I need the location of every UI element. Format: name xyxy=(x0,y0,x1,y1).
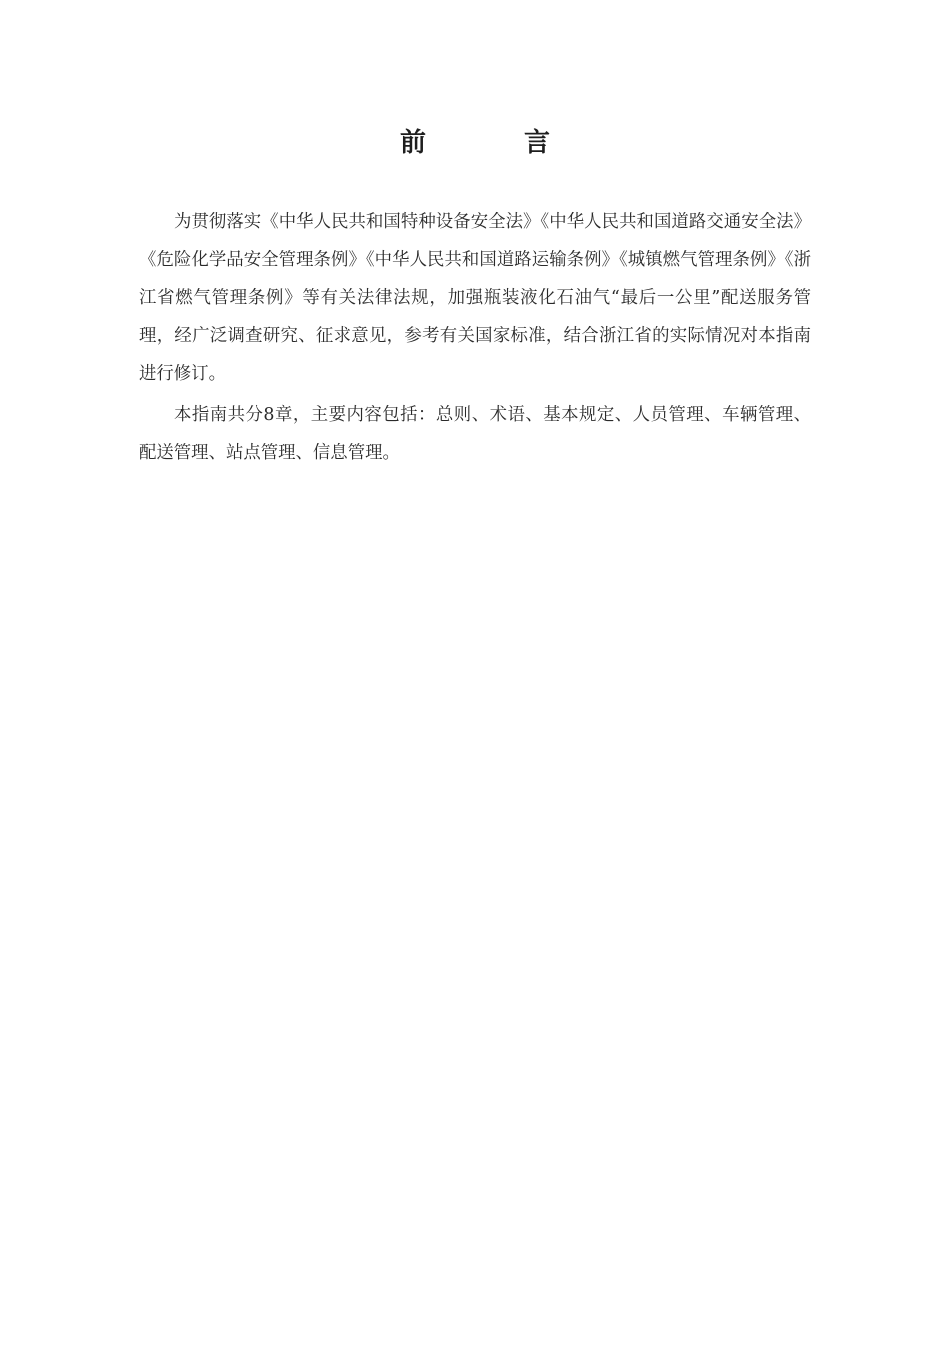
paragraph-purpose: 为贯彻落实《中华人民共和国特种设备安全法》《中华人民共和国道路交通安全法》《危险化学品安全管理条例》《中华人民共和国道路运输条例》《城镇燃气管理条例》《浙江省燃气管理条例》等有关法律法规，加强瓶装液化石油气“最后一公里”配送服务管理，经广泛调查研究、征求意见，参考有关国家标准，结合浙江省的实际情况对本指南进行修订。 xyxy=(139,212,811,384)
paragraph-contents: 本指南共分8章，主要内容包括：总则、术语、基本规定、人员管理、车辆管理、配送管理、站点管理、信息管理。 xyxy=(139,405,811,463)
document-body xyxy=(139,203,811,475)
page-title: 前 言 xyxy=(399,128,586,158)
